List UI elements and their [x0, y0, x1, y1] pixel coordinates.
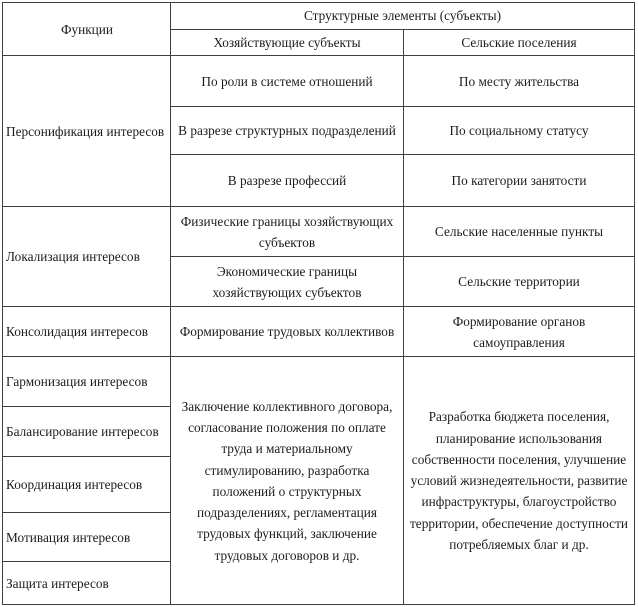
cell-business-structural-units: В разрезе структурных подразделений: [171, 107, 404, 155]
cell-business-merged-activities: Заключение коллективного договора, согласование положения по оплате труда и материальному стимулированию, разработка положений о структурных подразделениях, регламентация трудовых функций, заключение трудовых договоров и др.: [171, 357, 404, 605]
cell-rural-merged-activities: Разработка бюджета поселения, планирование использования собственности поселения, улучшение условий жизнедеятельности, развитие инфраструктуры, благоустройство территории, обеспечение доступности потребляемых благ и др.: [404, 357, 635, 605]
functions-structural-elements-table: [2, 2, 635, 605]
header-cell-rural-settlements: Сельские поселения: [404, 30, 635, 56]
cell-business-physical-borders: Физические границы хозяйствующих субъектов: [171, 207, 404, 257]
table-row: [3, 56, 635, 107]
table-row: [3, 307, 635, 357]
cell-rural-settlement-points: Сельские населенные пункты: [404, 207, 635, 257]
cell-function-balancing: Балансирование интересов: [3, 407, 171, 457]
cell-function-consolidation: Консолидация интересов: [3, 307, 171, 357]
cell-function-personification: Персонификация интересов: [3, 56, 171, 207]
cell-rural-social-status: По социальному статусу: [404, 107, 635, 155]
cell-function-motivation: Мотивация интересов: [3, 513, 171, 562]
header-cell-structural-elements: Структурные элементы (субъекты): [171, 3, 635, 30]
table-row: [3, 207, 635, 257]
cell-function-harmonization: Гармонизация интересов: [3, 357, 171, 407]
cell-business-professions: В разрезе профессий: [171, 155, 404, 207]
cell-rural-employment-category: По категории занятости: [404, 155, 635, 207]
cell-function-coordination: Координация интересов: [3, 457, 171, 513]
cell-rural-self-government: Формирование органов самоуправления: [404, 307, 635, 357]
cell-function-protection: Защита интересов: [3, 562, 171, 605]
header-cell-business-entities: Хозяйствующие субъекты: [171, 30, 404, 56]
cell-business-labor-collectives: Формирование трудовых коллективов: [171, 307, 404, 357]
cell-rural-territories: Сельские территории: [404, 257, 635, 307]
cell-rural-residence: По месту жительства: [404, 56, 635, 107]
table-row: [3, 357, 635, 407]
cell-function-localization: Локализация интересов: [3, 207, 171, 307]
header-cell-functions: Функции: [3, 3, 171, 56]
cell-business-economic-borders: Экономические границы хозяйствующих субъектов: [171, 257, 404, 307]
cell-business-role: По роли в системе отношений: [171, 56, 404, 107]
header-row-top: [3, 3, 635, 30]
